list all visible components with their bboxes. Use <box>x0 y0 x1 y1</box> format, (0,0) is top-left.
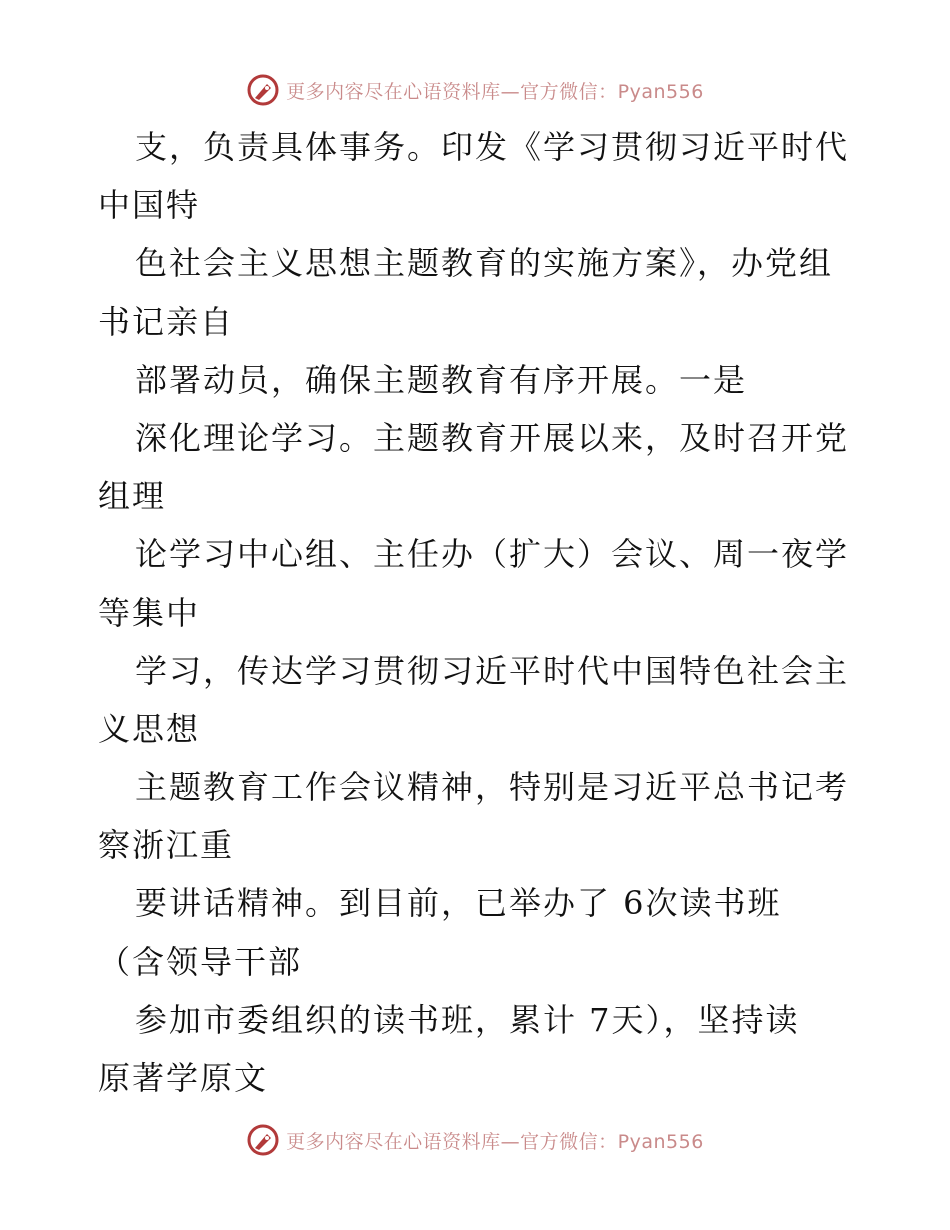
body-line: 察浙江重 <box>98 826 235 865</box>
footer-banner-text: 更多内容尽在心语资料库—官方微信：Pyan556 <box>286 1130 704 1153</box>
body-line: （含领导干部 <box>98 942 303 981</box>
body-line: 深化理论学习。主题教育开展以来，及时召开党 <box>135 418 850 457</box>
body-line: 书记亲自 <box>98 302 235 341</box>
body-line: 组理 <box>98 477 167 516</box>
body-line: 义思想 <box>98 709 201 748</box>
body-line: 色社会主义思想主题教育的实施方案》，办党组 <box>135 244 834 283</box>
document-body <box>98 118 868 1107</box>
body-line: 中国特 <box>98 186 201 225</box>
header-banner <box>0 70 950 110</box>
body-line: 主题教育工作会议精神，特别是习近平总书记考 <box>135 768 850 807</box>
footer-banner <box>0 1120 950 1160</box>
pen-nib-logo-icon <box>246 1123 280 1157</box>
body-line: 支，负责具体事务。印发《学习贯彻习近平时代 <box>135 128 850 166</box>
pen-nib-logo-icon <box>246 73 280 107</box>
body-line: 学习，传达学习贯彻习近平时代中国特色社会主 <box>135 651 850 690</box>
body-line: 等集中 <box>98 593 201 632</box>
body-line: 论学习中心组、主任办（扩大）会议、周一夜学 <box>135 535 850 574</box>
body-line: 参加市委组织的读书班，累计 7天），坚持读 <box>135 1000 800 1039</box>
body-line: 要讲话精神。到目前，已举办了 6次读书班 <box>135 884 782 923</box>
header-banner-text: 更多内容尽在心语资料库—官方微信：Pyan556 <box>286 80 704 103</box>
body-line: 原著学原文 <box>98 1059 269 1097</box>
body-line: 部署动员，确保主题教育有序开展。一是 <box>135 360 748 399</box>
